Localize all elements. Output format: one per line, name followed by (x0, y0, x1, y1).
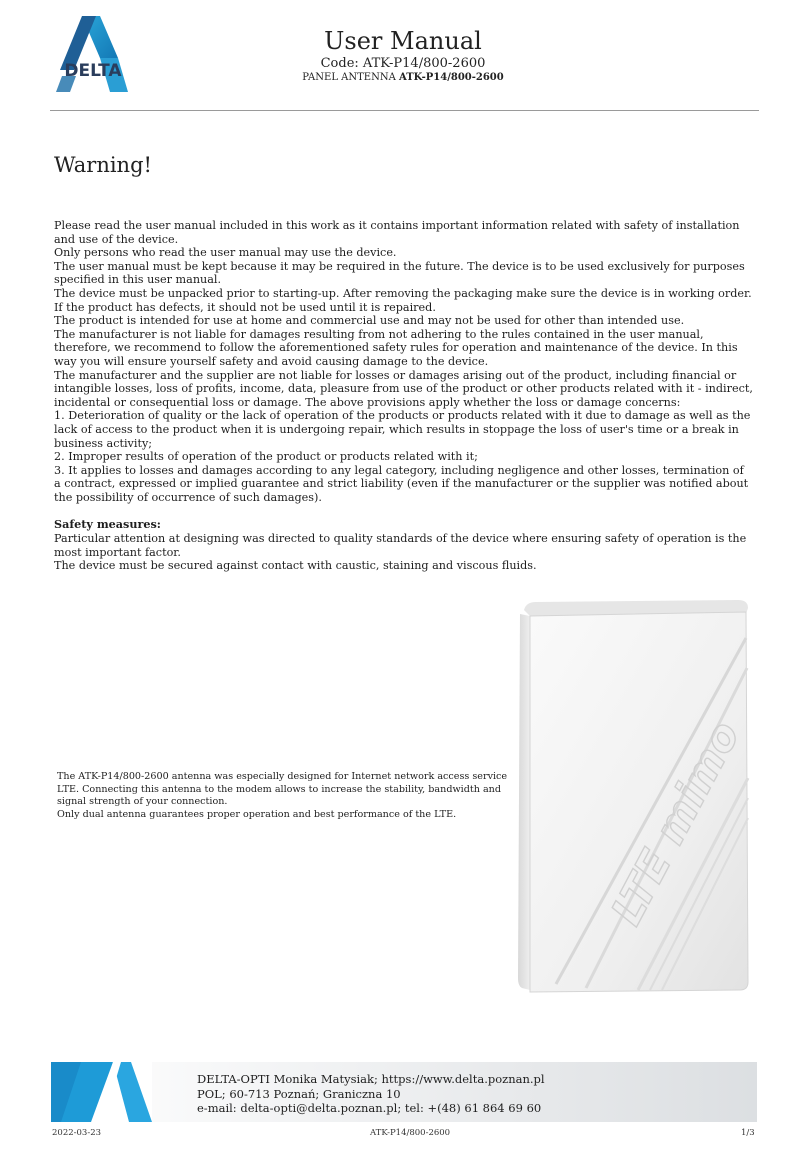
warning-body (54, 219, 754, 573)
document-title: User Manual (324, 27, 482, 55)
warning-paragraph: The product is intended for use at home and commercial use and may not be used for other than intended use. (54, 314, 685, 328)
warning-paragraph: Please read the user manual included in this work as it contains important information related with safety of installation and use of the device. (54, 219, 740, 246)
safety-heading: Safety measures: (54, 517, 161, 532)
embossed-lte-mimo: LTE mimo (601, 713, 750, 933)
warning-paragraph: The user manual must be kept because it may be required in the future. The device is to be used exclusively for purposes specified in this user manual. (54, 259, 745, 287)
safety-paragraph: Particular attention at designing was directed to quality standards of the device where ensuring safety of operation is the most important factor. (54, 532, 747, 559)
warning-paragraph: The manufacturer and the supplier are not liable for losses or damages arising out of the product, including financial or intangible losses, loss of profits, income, data, pleasure from use of the product or other products related with it - indirect, incidental or consequential loss or damage. The above provisions apply whether the loss or damage concerns: (54, 368, 753, 409)
footer-logo-graphic (51, 1062, 152, 1122)
document-code: Code: ATK-P14/800-2600 (320, 56, 486, 71)
footer-company: DELTA-OPTI Monika Matysiak; https://www.delta.poznan.pl (197, 1072, 545, 1086)
footer-address: POL; 60-713 Poznań; Graniczna 10 (197, 1086, 401, 1101)
footer-date: 2022-03-23 (52, 1128, 102, 1138)
description-paragraph: Only dual antenna guarantees proper operation and best performance of the LTE. (57, 809, 457, 821)
warning-paragraph: If the product has defects, it should not be used until it is repaired. (54, 300, 436, 314)
antenna-image (516, 598, 752, 994)
warning-paragraph: The device must be unpacked prior to starting-up. After removing the packaging make sure the device is in working order. (54, 286, 752, 300)
warning-paragraph: The manufacturer is not liable for damages resulting from not adhering to the rules contained in the user manual, therefore, we recommend to follow the aforementioned safety rules for operation and maintenance of the device. In this way you will ensure yourself safety and avoid causing damage to the device. (54, 327, 738, 368)
page-number: 1/3 (741, 1128, 755, 1138)
delta-logo (52, 14, 134, 96)
warning-paragraph: Only persons who read the user manual may use the device. (54, 246, 397, 260)
footer-email-phone: e-mail: delta-opti@delta.poznan.pl; tel: +(48) 61 864 69 60 (197, 1101, 542, 1116)
product-description (57, 771, 513, 822)
warning-paragraph: 1. Deterioration of quality or the lack of operation of the products or products related with it due to damage as well as the lack of access to the product when it is undergoing repair, which results in stoppage the loss of user's time or a break in business activity; (54, 409, 751, 450)
description-paragraph: The ATK-P14/800-2600 antenna was especially designed for Internet network access service LTE. Connecting this antenna to the modem allows to increase the stability, bandwidth and signal strength of your connection. (57, 771, 508, 808)
safety-paragraph: The device must be secured against contact with caustic, staining and viscous fluids. (54, 559, 537, 573)
logo-text: DELTA (64, 61, 122, 81)
header-divider (50, 110, 759, 111)
warning-paragraph: 3. It applies to losses and damages according to any legal category, including negligence and other losses, termination of a contract, expressed or implied guarantee and strict liability (even if the manufacturer or the supplier was notified about the possibility of occurrence of such damages). (54, 463, 749, 504)
footer-code: ATK-P14/800-2600 (370, 1128, 451, 1138)
warning-heading: Warning! (54, 153, 152, 177)
product-model: ATK-P14/800-2600 (399, 72, 504, 83)
product-line (240, 71, 566, 84)
footer-contact (197, 1072, 545, 1116)
warning-paragraph: 2. Improper results of operation of the product or products related with it; (54, 450, 478, 464)
product-prefix: PANEL ANTENNA (302, 72, 396, 83)
